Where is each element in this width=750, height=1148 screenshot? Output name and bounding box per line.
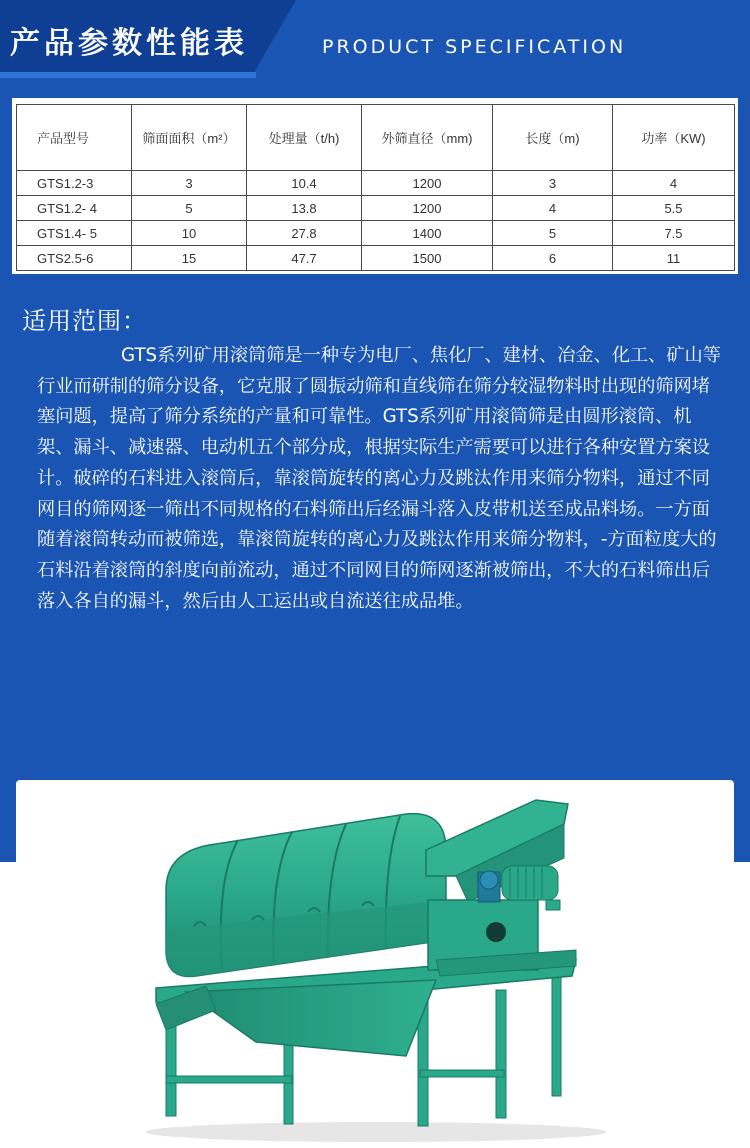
table-cell: 3: [132, 171, 247, 196]
table-cell: 13.8: [247, 196, 362, 221]
table-cell: 1500: [362, 246, 493, 271]
table-cell: 4: [613, 171, 735, 196]
header-band: [0, 0, 750, 82]
column-header: 功率（KW): [613, 105, 735, 171]
table-cell: 11: [613, 246, 735, 271]
table-cell: 5: [132, 196, 247, 221]
column-header: 长度（m): [493, 105, 613, 171]
table-cell: 1400: [362, 221, 493, 246]
table-cell: 7.5: [613, 221, 735, 246]
table-cell: 27.8: [247, 221, 362, 246]
column-header: 处理量（t/h): [247, 105, 362, 171]
section-title: 适用范围：: [22, 307, 147, 335]
table-cell: 47.7: [247, 246, 362, 271]
column-header: 筛面面积（m²）: [132, 105, 247, 171]
table-header-row: [17, 105, 735, 171]
table-row: [17, 221, 735, 246]
discharge-hopper: [186, 980, 436, 1056]
table-cell: 6: [493, 246, 613, 271]
table-cell: GTS2.5-6: [17, 246, 132, 271]
column-header: 产品型号: [17, 105, 132, 171]
spec-table: [16, 104, 735, 271]
table-cell: GTS1.2-3: [17, 171, 132, 196]
trommel-screen-illustration: [16, 780, 734, 1148]
table-cell: 3: [493, 171, 613, 196]
table-cell: 15: [132, 246, 247, 271]
description-paragraph: GTS系列矿用滚筒筛是一种专为电厂、焦化厂、建材、冶金、化工、矿山等行业而研制的筛分设备，它克服了圆振动筛和直线筛在筛分较湿物料时出现的筛网堵塞问题，提高了筛分系统的产量和可靠性。GTS系列矿用滚筒筛是由圆形滚筒、机架、漏斗、减速器、电动机五个部分成，根据实际生产需要可以进行各种安置方案设计。破碎的石料进入滚筒后，靠滚筒旋转的离心力及跳汰作用来筛分物料，通过不同网目的筛网逐一筛出不同规格的石料筛出后经漏斗落入皮带机送至成品料场。一方面随着滚筒转动而被筛选，靠滚筒旋转的离心力及跳汰作用来筛分物料，-方面粒度大的石料沿着滚筒的斜度向前流动，通过不同网目的筛网逐渐被筛出，不大的石料筛出后落入各自的漏斗，然后由人工运出或自流送往成品堆。: [37, 345, 721, 612]
table-cell: GTS1.4- 5: [17, 221, 132, 246]
table-cell: 4: [493, 196, 613, 221]
table-cell: 10.4: [247, 171, 362, 196]
table-row: [17, 246, 735, 271]
page-subtitle: PRODUCT SPECIFICATION: [322, 36, 627, 58]
table-row: [17, 171, 735, 196]
spec-table-panel: [12, 98, 738, 274]
table-cell: 1200: [362, 196, 493, 221]
table-cell: 1200: [362, 171, 493, 196]
table-cell: 5: [493, 221, 613, 246]
table-cell: 10: [132, 221, 247, 246]
header-accent-bar: [0, 72, 256, 78]
ground-shadow: [146, 1122, 606, 1142]
table-cell: GTS1.2- 4: [17, 196, 132, 221]
bearing-port: [486, 922, 506, 942]
column-header: 外筛直径（mm): [362, 105, 493, 171]
table-cell: 5.5: [613, 196, 735, 221]
table-row: [17, 196, 735, 221]
page-title: 产品参数性能表: [10, 26, 248, 61]
